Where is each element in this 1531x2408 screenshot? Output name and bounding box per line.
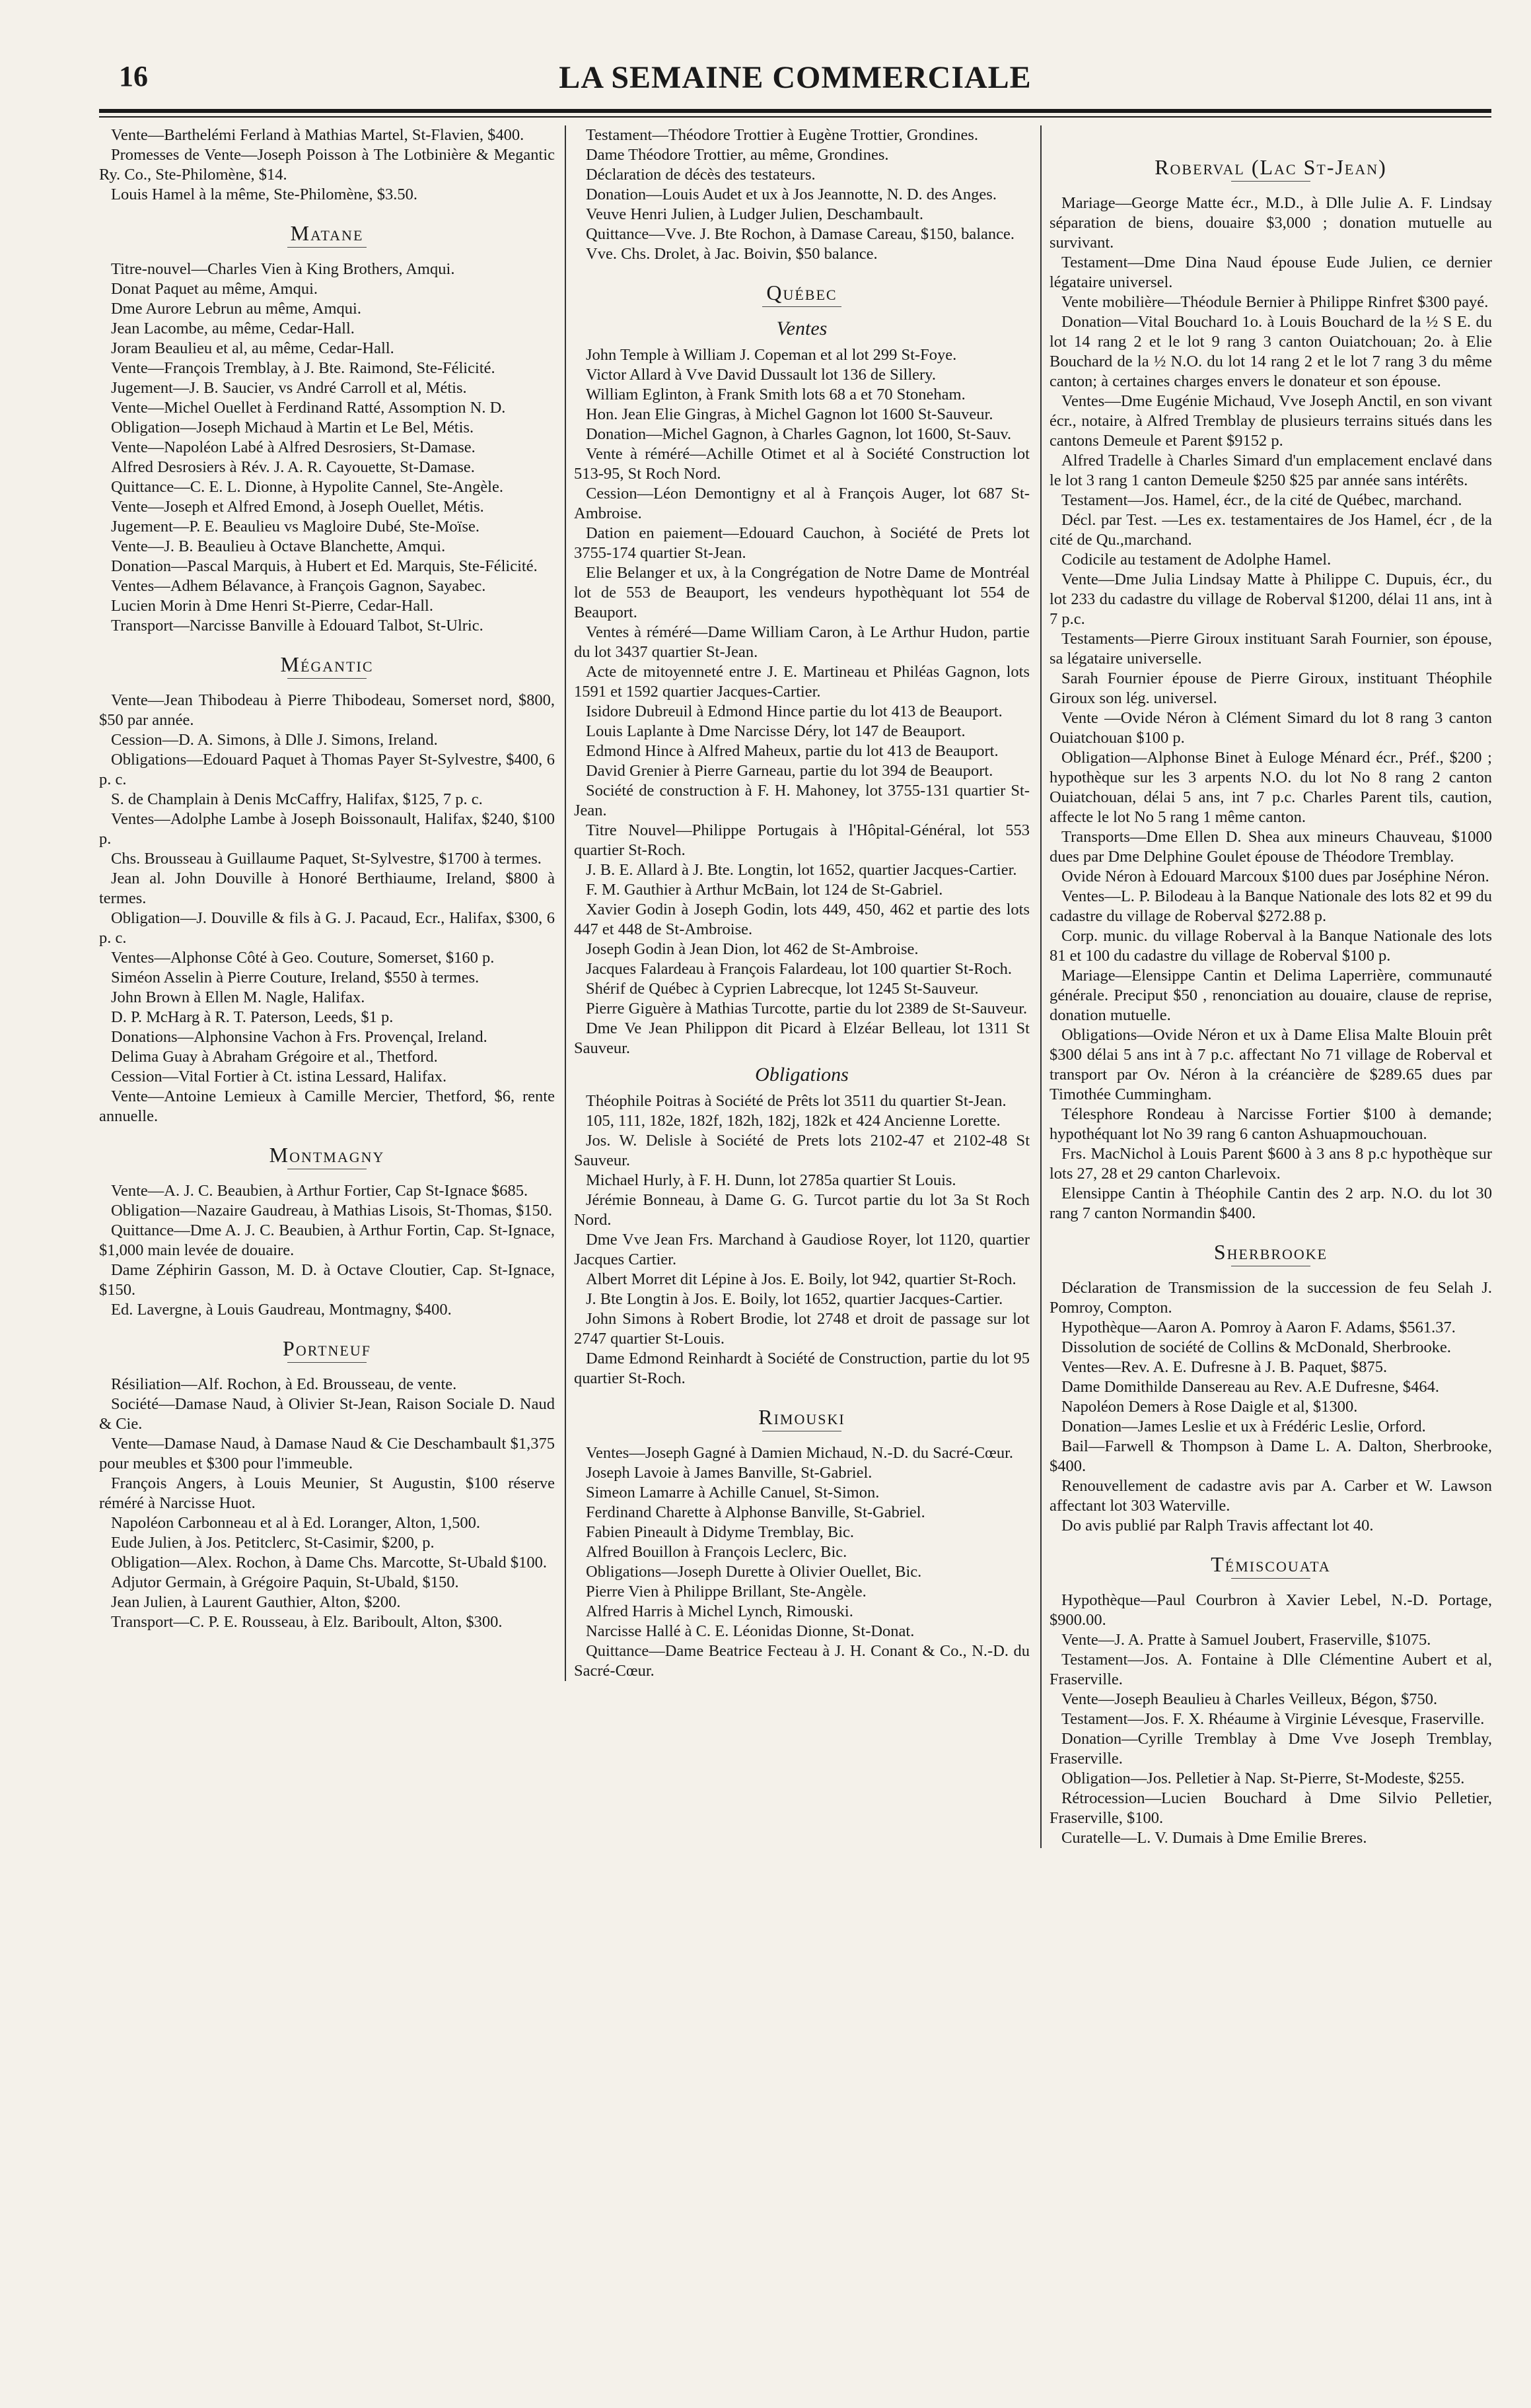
notice-entry: Donation—Pascal Marquis, à Hubert et Ed. Marquis, Ste-Félicité. (111, 557, 538, 575)
notice-entry: Bail—Farwell & Thompson à Dame L. A. Dalton, Sherbrooke, $400. (1050, 1437, 1492, 1475)
notice-entry: François Angers, à Louis Meunier, St Augustin, $100 réserve réméré à Narcisse Huot. (99, 1474, 555, 1512)
notice-entry: J. Bte Longtin à Jos. E. Boily, lot 1652, quartier Jacques-Cartier. (586, 1290, 1003, 1308)
notice-entry: Société—Damase Naud, à Olivier St-Jean, Raison Sociale D. Naud & Cie. (99, 1395, 555, 1433)
col2-intro (574, 125, 1030, 264)
column-2 (565, 125, 1030, 1681)
notice-entry: Dame Zéphirin Gasson, M. D. à Octave Cloutier, Cap. St-Ignace, $150. (99, 1261, 555, 1299)
notice-entry: Jacques Falardeau à François Falardeau, lot 100 quartier St-Roch. (586, 960, 1012, 978)
notice-entry: Vente—Barthelémi Ferland à Mathias Martel, St-Flavien, $400. (111, 126, 524, 144)
notice-entry: Louis Laplante à Dme Narcisse Déry, lot 147 de Beauport. (586, 722, 966, 740)
notice-entry: Frs. MacNichol à Louis Parent $600 à 3 ans 8 p.c hypothèque sur lots 27, 28 et 29 canton Charlevoix. (1050, 1145, 1492, 1183)
notice-entry: Dme Aurore Lebrun au même, Amqui. (111, 300, 361, 318)
notice-entry: S. de Champlain à Denis McCaffry, Halifax, $125, 7 p. c. (111, 790, 483, 808)
notice-entry: Vente —Ovide Néron à Clément Simard du lot 8 rang 3 canton Ouiatchouan $100 p. (1050, 709, 1492, 747)
publication-title: LA SEMAINE COMMERCIALE (559, 60, 1032, 95)
notice-entry: Napoléon Demers à Rose Daigle et al, $1300. (1061, 1398, 1358, 1416)
notice-entry: Ventes—Rev. A. E. Dufresne à J. B. Paquet, $875. (1061, 1358, 1388, 1376)
notice-entry: Fabien Pineault à Didyme Tremblay, Bic. (586, 1523, 855, 1541)
notice-entry: Quittance—Vve. J. Bte Rochon, à Damase Careau, $150, balance. (586, 225, 1015, 243)
notice-entry: Elie Belanger et ux, à la Congrégation de Notre Dame de Montréal lot de 553 de Beauport, les vendeurs hypothèquant lot 554 de Beauport. (574, 564, 1030, 621)
notice-entry: Obligation—Alphonse Binet à Euloge Ménard écr., Préf., $200 ; hypothèque sur les 3 arpents N.O. du lot No 8 rang 2 canton Ouiatchouan, délai 5 ans, int 7 p.c. Charles Parent tils, caution, affecte le lot No 5 rang 1 même canton. (1050, 749, 1492, 826)
notice-entry: Alfred Desrosiers à Rév. J. A. R. Cayouette, St-Damase. (111, 458, 475, 476)
notice-entry: 105, 111, 182e, 182f, 182h, 182j, 182k et 424 Ancienne Lorette. (586, 1112, 1001, 1130)
notice-entry: Donation—Cyrille Tremblay à Dme Vve Joseph Tremblay, Fraserville. (1050, 1730, 1492, 1768)
notice-entry: Télesphore Rondeau à Narcisse Fortier $100 à demande; hypothéquant lot No 39 rang 6 canton Ashuapmouchouan. (1050, 1105, 1492, 1143)
notice-entry: Quittance—Dame Beatrice Fecteau à J. H. Conant & Co., N.-D. du Sacré-Cœur. (574, 1642, 1030, 1680)
notice-entry: Mariage—George Matte écr., M.D., à Dlle Julie A. F. Lindsay séparation de biens, douaire $3,000 ; donation mutuelle au survivant. (1050, 194, 1492, 252)
notice-entry: Dissolution de société de Collins & McDonald, Sherbrooke. (1061, 1338, 1451, 1356)
section-heading-quebec: Québec (574, 283, 1030, 307)
notice-entry: Elensippe Cantin à Théophile Cantin des 2 arp. N.O. du lot 30 rang 7 canton Normandin $400. (1050, 1185, 1492, 1222)
notice-entry: John Temple à William J. Copeman et al lot 299 St-Foye. (586, 346, 957, 364)
notice-entry: Testaments—Pierre Giroux instituant Sarah Fournier, son épouse, sa légataire universelle. (1050, 630, 1492, 668)
notice-entry: F. M. Gauthier à Arthur McBain, lot 124 de St-Gabriel. (586, 881, 943, 899)
notice-entry: Alfred Bouillon à François Leclerc, Bic. (586, 1543, 847, 1561)
notice-entry: Do avis publié par Ralph Travis affectant lot 40. (1061, 1517, 1374, 1534)
column-3 (1040, 125, 1492, 1848)
notice-entry: Codicile au testament de Adolphe Hamel. (1061, 551, 1332, 568)
notice-entry: Dation en paiement—Edouard Cauchon, à Société de Prets lot 3755-174 quartier St-Jean. (574, 524, 1030, 562)
notice-entry: Dme Ve Jean Philippon dit Picard à Elzéar Belleau, lot 1311 St Sauveur. (574, 1019, 1030, 1057)
section-heading-montmagny: Montmagny (99, 1145, 555, 1169)
notice-entry: Jugement—P. E. Beaulieu vs Magloire Dubé, Ste-Moïse. (111, 518, 480, 535)
notice-entry: Victor Allard à Vve David Dussault lot 136 de Sillery. (586, 366, 936, 384)
notice-entry: J. B. E. Allard à J. Bte. Longtin, lot 1652, quartier Jacques-Cartier. (586, 861, 1017, 879)
header-rule-thin (99, 116, 1491, 118)
notice-entry: Résiliation—Alf. Rochon, à Ed. Brousseau, de vente. (111, 1375, 457, 1393)
notice-entry: Quittance—Dme A. J. C. Beaubien, à Arthur Fortin, Cap. St-Ignace, $1,000 main levée de douaire. (99, 1221, 555, 1259)
notice-entry: Ovide Néron à Edouard Marcoux $100 dues par Joséphine Néron. (1061, 868, 1489, 885)
notice-entry: Siméon Asselin à Pierre Couture, Ireland, $550 à termes. (111, 969, 480, 986)
notice-entry: Ed. Lavergne, à Louis Gaudreau, Montmagny, $400. (111, 1301, 452, 1319)
notice-entry: Testament—Théodore Trottier à Eugène Trottier, Grondines. (586, 126, 979, 144)
notice-entry: Dme Vve Jean Frs. Marchand à Gaudiose Royer, lot 1120, quartier Jacques Cartier. (574, 1231, 1030, 1268)
notice-entry: Cession—Vital Fortier à Ct. istina Lessard, Halifax. (111, 1068, 447, 1085)
notice-entry: Vente—Antoine Lemieux à Camille Mercier, Thetford, $6, rente annuelle. (99, 1087, 555, 1125)
col3-temiscouata-list (1050, 1591, 1492, 1848)
notice-entry: Jérémie Bonneau, à Dame G. G. Turcot partie du lot 3a St Roch Nord. (574, 1191, 1030, 1229)
notice-entry: Donation—Michel Gagnon, à Charles Gagnon, lot 1600, St-Sauv. (586, 425, 1012, 443)
section-heading-sherbrooke: Sherbrooke (1050, 1242, 1492, 1266)
notice-entry: Transport—Narcisse Banville à Edouard Talbot, St-Ulric. (111, 617, 483, 635)
section-heading-portneuf: Portneuf (99, 1338, 555, 1363)
section-heading-roberval: Roberval (Lac St-Jean) (1050, 157, 1492, 182)
column-1 (99, 125, 555, 1632)
notice-entry: Titre Nouvel—Philippe Portugais à l'Hôpital-Général, lot 553 quartier St-Roch. (574, 821, 1030, 859)
notice-entry: Obligation—Alex. Rochon, à Dame Chs. Marcotte, St-Ubald $100. (111, 1554, 548, 1571)
notice-entry: Jean Julien, à Laurent Gauthier, Alton, $200. (111, 1593, 401, 1611)
notice-entry: Delima Guay à Abraham Grégoire et al., Thetford. (111, 1048, 438, 1066)
notice-entry: Ventes—Alphonse Côté à Geo. Couture, Somerset, $160 p. (111, 949, 495, 967)
notice-entry: Déclaration de décès des testateurs. (586, 166, 816, 184)
notice-entry: Déclaration de Transmission de la succession de feu Selah J. Pomroy, Compton. (1050, 1279, 1492, 1317)
notice-entry: Donation—James Leslie et ux à Frédéric Leslie, Orford. (1061, 1418, 1426, 1435)
notice-entry: Michael Hurly, à F. H. Dunn, lot 2785a quartier St Louis. (586, 1171, 956, 1189)
notice-entry: Joram Beaulieu et al, au même, Cedar-Hall. (111, 339, 394, 357)
section-heading-rimouski: Rimouski (574, 1407, 1030, 1431)
notice-entry: Donation—Louis Audet et ux à Jos Jeannotte, N. D. des Anges. (586, 186, 997, 203)
notice-entry: Cession—D. A. Simons, à Dlle J. Simons, Ireland. (111, 731, 438, 749)
notice-entry: Xavier Godin à Joseph Godin, lots 449, 450, 462 et partie des lots 447 et 448 de St-Ambroise. (574, 901, 1030, 938)
notice-entry: Dame Théodore Trottier, au même, Grondines. (586, 146, 889, 164)
col1-matane-list (99, 259, 555, 636)
notice-entry: Théophile Poitras à Société de Prêts lot 3511 du quartier St-Jean. (586, 1092, 1007, 1110)
notice-entry: Obligation—Nazaire Gaudreau, à Mathias Lisois, St-Thomas, $150. (111, 1202, 553, 1220)
col1-intro (99, 125, 555, 205)
notice-entry: Ventes—Joseph Gagné à Damien Michaud, N.-D. du Sacré-Cœur. (586, 1444, 1014, 1462)
notice-entry: Vente—Dme Julia Lindsay Matte à Philippe C. Dupuis, écr., du lot 233 du cadastre du village de Roberval $1200, délai 11 ans, int à 7 p.c. (1050, 570, 1492, 628)
notice-entry: Vente—Michel Ouellet à Ferdinand Ratté, Assomption N. D. (111, 399, 506, 417)
notice-entry: Edmond Hince à Alfred Maheux, partie du lot 413 de Beauport. (586, 742, 999, 760)
notice-entry: Obligations—Edouard Paquet à Thomas Payer St-Sylvestre, $400, 6 p. c. (99, 751, 555, 788)
notice-entry: Pierre Giguère à Mathias Turcotte, partie du lot 2389 de St-Sauveur. (586, 1000, 1028, 1017)
notice-entry: Dame Domithilde Dansereau au Rev. A.E Dufresne, $464. (1061, 1378, 1439, 1396)
notice-entry: Pierre Vien à Philippe Brillant, Ste-Angèle. (586, 1583, 867, 1600)
notice-entry: Obligation—Joseph Michaud à Martin et Le Bel, Métis. (111, 419, 474, 436)
notice-entry: Isidore Dubreuil à Edmond Hince partie du lot 413 de Beauport. (586, 703, 1003, 720)
notice-entry: Ferdinand Charette à Alphonse Banville, St-Gabriel. (586, 1503, 925, 1521)
section-heading-temiscouata: Témiscouata (1050, 1554, 1492, 1579)
col3-sherbrooke-list (1050, 1278, 1492, 1536)
notice-entry: Société de construction à F. H. Mahoney, lot 3755-131 quartier St-Jean. (574, 782, 1030, 819)
col1-portneuf-list (99, 1375, 555, 1632)
notice-entry: Vente—Napoléon Labé à Alfred Desrosiers, St-Damase. (111, 438, 476, 456)
notice-entry: Jean Lacombe, au même, Cedar-Hall. (111, 320, 355, 337)
notice-entry: Joseph Lavoie à James Banville, St-Gabriel. (586, 1464, 872, 1482)
notice-entry: Ventes—Dme Eugénie Michaud, Vve Joseph Anctil, en son vivant écr., notaire, à Alfred Tremblay de plusieurs terrains situés dans les cantons Demeule et Parent $9152 p. (1050, 392, 1492, 450)
notice-entry: Vente—Joseph et Alfred Emond, à Joseph Ouellet, Métis. (111, 498, 484, 516)
notice-entry: Dame Edmond Reinhardt à Société de Construction, partie du lot 95 quartier St-Roch. (574, 1350, 1030, 1387)
subsection-heading-obligations: Obligations (755, 1064, 849, 1085)
notice-entry: Lucien Morin à Dme Henri St-Pierre, Cedar-Hall. (111, 597, 433, 615)
col1-megantic-list (99, 691, 555, 1126)
notice-entry: Obligations—Joseph Durette à Olivier Ouellet, Bic. (586, 1563, 922, 1581)
notice-entry: Ventes—Adolphe Lambe à Joseph Boissonault, Halifax, $240, $100 p. (99, 810, 555, 848)
notice-entry: Testament—Dme Dina Naud épouse Eude Julien, ce dernier légataire universel. (1050, 254, 1492, 291)
notice-entry: Ventes—Adhem Bélavance, à François Gagnon, Sayabec. (111, 577, 486, 595)
notice-entry: Vente—Damase Naud, à Damase Naud & Cie Deschambault $1,375 pour meubles et $300 pour l'immeuble. (99, 1435, 555, 1472)
notice-entry: Promesses de Vente—Joseph Poisson à The Lotbinière & Megantic Ry. Co., Ste-Philomène, $14. (99, 146, 555, 184)
notice-entry: Vente—J. B. Beaulieu à Octave Blanchette, Amqui. (111, 537, 446, 555)
notice-entry: Vente—A. J. C. Beaubien, à Arthur Fortier, Cap St-Ignace $685. (111, 1182, 528, 1200)
header-rule (99, 109, 1491, 113)
notice-entry: Obligations—Ovide Néron et ux à Dame Elisa Malte Blouin prêt $300 délai 5 ans int à 7 p.c. affectant No 71 village de Roberval et transport par Ov. Néron à la créancière de $289.65 dues par Timothée Cummingham. (1050, 1026, 1492, 1103)
notice-entry: Cession—Léon Demontigny et al à François Auger, lot 687 St-Ambroise. (574, 485, 1030, 522)
notice-entry: Joseph Godin à Jean Dion, lot 462 de St-Ambroise. (586, 940, 919, 958)
subsection-heading-ventes: Ventes (776, 318, 828, 339)
section-heading-matane: Matane (99, 223, 555, 248)
notice-entry: Corp. munic. du village Roberval à la Banque Nationale des lots 81 et 100 du cadastre du village de Roberval $100 p. (1050, 927, 1492, 965)
column-top-spacer (1050, 125, 1492, 139)
notice-entry: John Simons à Robert Brodie, lot 2748 et droit de passage sur lot 2747 quartier St-Louis. (574, 1310, 1030, 1348)
notice-entry: Vente—François Tremblay, à J. Bte. Raimond, Ste-Félicité. (111, 359, 495, 377)
notice-entry: Vve. Chs. Drolet, à Jac. Boivin, $50 balance. (586, 245, 878, 263)
notice-entry: David Grenier à Pierre Garneau, partie du lot 394 de Beauport. (586, 762, 993, 780)
notice-entry: Eude Julien, à Jos. Petitclerc, St-Casimir, $200, p. (111, 1534, 435, 1552)
notice-entry: Napoléon Carbonneau et al à Ed. Loranger, Alton, 1,500. (111, 1514, 480, 1532)
notice-entry: Vente—Joseph Beaulieu à Charles Veilleux, Bégon, $750. (1061, 1690, 1438, 1708)
col1-montmagny-list (99, 1181, 555, 1320)
page-number: 16 (119, 60, 148, 92)
col2-obligations-list (574, 1091, 1030, 1389)
notice-entry: Alfred Tradelle à Charles Simard d'un emplacement enclavé dans le lot 3 rang 1 canton Demeule $250 $25 par année sans intérêts. (1050, 452, 1492, 489)
notice-entry: Donations—Alphonsine Vachon à Frs. Provençal, Ireland. (111, 1028, 487, 1046)
notice-entry: Curatelle—L. V. Dumais à Dme Emilie Breres. (1061, 1829, 1367, 1847)
notice-entry: Testament—Jos. A. Fontaine à Dlle Clémentine Aubert et al, Fraserville. (1050, 1651, 1492, 1688)
notice-entry: William Eglinton, à Frank Smith lots 68 a et 70 Stoneham. (586, 386, 966, 403)
notice-entry: Ventes à réméré—Dame William Caron, à Le Arthur Hudon, partie du lot 3437 quartier St-Jean. (574, 623, 1030, 661)
notice-entry: Narcisse Hallé à C. E. Léonidas Dionne, St-Donat. (586, 1622, 915, 1640)
notice-entry: Sarah Fournier épouse de Pierre Giroux, instituant Théophile Giroux son lég. universel. (1050, 670, 1492, 707)
notice-entry: Ventes—L. P. Bilodeau à la Banque Nationale des lots 82 et 99 du cadastre du village de Roberval $272.88 p. (1050, 887, 1492, 925)
notice-entry: Donation—Vital Bouchard 1o. à Louis Bouchard de la ½ S E. du lot 14 rang 2 et le lot 9 rang 3 canton Ouiatchouan; 2o. à Elie Bouchard de la ½ N.O. du lot 14 rang 2 et le lot 7 rang 3 du même canton; à certaines charges envers le donateur et son épouse. (1050, 313, 1492, 390)
notice-entry: Shérif de Québec à Cyprien Labrecque, lot 1245 St-Sauveur. (586, 980, 979, 998)
notice-entry: Alfred Harris à Michel Lynch, Rimouski. (586, 1602, 853, 1620)
notice-entry: Simeon Lamarre à Achille Canuel, St-Simon. (586, 1484, 880, 1501)
notice-entry: Titre-nouvel—Charles Vien à King Brothers, Amqui. (111, 260, 455, 278)
col3-roberval-list (1050, 193, 1492, 1223)
notice-entry: Hypothèque—Paul Courbron à Xavier Lebel, N.-D. Portage, $900.00. (1050, 1591, 1492, 1629)
notice-entry: Jean al. John Douville à Honoré Berthiaume, Ireland, $800 à termes. (99, 870, 555, 907)
notice-entry: Veuve Henri Julien, à Ludger Julien, Deschambault. (586, 205, 923, 223)
notice-entry: Jos. W. Delisle à Société de Prets lots 2102-47 et 2102-48 St Sauveur. (574, 1132, 1030, 1169)
notice-entry: Testament—Jos. Hamel, écr., de la cité de Québec, marchand. (1061, 491, 1462, 509)
notice-entry: Renouvellement de cadastre avis par A. Carber et W. Lawson affectant lot 303 Waterville. (1050, 1477, 1492, 1515)
notice-entry: Mariage—Elensippe Cantin et Delima Laperrière, communauté générale. Preciput $50 , renonciation au douaire, clause de reprise, donation mutuelle. (1050, 967, 1492, 1024)
notice-entry: Vente—Jean Thibodeau à Pierre Thibodeau, Somerset nord, $800, $50 par année. (99, 691, 555, 729)
notice-entry: Hon. Jean Elie Gingras, à Michel Gagnon lot 1600 St-Sauveur. (586, 405, 993, 423)
notice-entry: Rétrocession—Lucien Bouchard à Dme Silvio Pelletier, Fraserville, $100. (1050, 1789, 1492, 1827)
section-heading-megantic: Mégantic (99, 654, 555, 679)
page-header (99, 40, 1491, 112)
notice-entry: Chs. Brousseau à Guillaume Paquet, St-Sylvestre, $1700 à termes. (111, 850, 542, 868)
notice-entry: Hypothèque—Aaron A. Pomroy à Aaron F. Adams, $561.37. (1061, 1319, 1456, 1336)
notice-entry: Acte de mitoyenneté entre J. E. Martineau et Philéas Gagnon, lots 1591 et 1592 quartier Jacques-Cartier. (574, 663, 1030, 701)
notice-entry: Obligation—Jos. Pelletier à Nap. St-Pierre, St-Modeste, $255. (1061, 1770, 1465, 1787)
notice-entry: Adjutor Germain, à Grégoire Paquin, St-Ubald, $150. (111, 1573, 459, 1591)
notice-entry: Vente—J. A. Pratte à Samuel Joubert, Fraserville, $1075. (1061, 1631, 1431, 1649)
notice-entry: Quittance—C. E. L. Dionne, à Hypolite Cannel, Ste-Angèle. (111, 478, 503, 496)
notice-entry: Albert Morret dit Lépine à Jos. E. Boily, lot 942, quartier St-Roch. (586, 1270, 1016, 1288)
notice-entry: Testament—Jos. F. X. Rhéaume à Virginie Lévesque, Fraserville. (1061, 1710, 1485, 1728)
notice-entry: Donat Paquet au même, Amqui. (111, 280, 318, 298)
notice-entry: John Brown à Ellen M. Nagle, Halifax. (111, 988, 365, 1006)
col2-ventes-list (574, 345, 1030, 1058)
col2-rimouski-list (574, 1443, 1030, 1681)
notice-entry: Transports—Dme Ellen D. Shea aux mineurs Chauveau, $1000 dues par Dme Delphine Goulet épouse de Théodore Tremblay. (1050, 828, 1492, 866)
notice-entry: Louis Hamel à la même, Ste-Philomène, $3.50. (111, 186, 418, 203)
notice-entry: Obligation—J. Douville & fils à G. J. Pacaud, Ecr., Halifax, $300, 6 p. c. (99, 909, 555, 947)
notice-entry: Vente à réméré—Achille Otimet et al à Société Construction lot 513-95, St Roch Nord. (574, 445, 1030, 483)
notice-entry: Décl. par Test. —Les ex. testamentaires de Jos Hamel, écr , de la cité de Qu.,marchand. (1050, 511, 1492, 549)
notice-entry: Vente mobilière—Théodule Bernier à Philippe Rinfret $300 payé. (1061, 293, 1489, 311)
notice-entry: D. P. McHarg à R. T. Paterson, Leeds, $1 p. (111, 1008, 394, 1026)
notice-entry: Jugement—J. B. Saucier, vs André Carroll et al, Métis. (111, 379, 467, 397)
notice-entry: Transport—C. P. E. Rousseau, à Elz. Bariboult, Alton, $300. (111, 1613, 503, 1631)
